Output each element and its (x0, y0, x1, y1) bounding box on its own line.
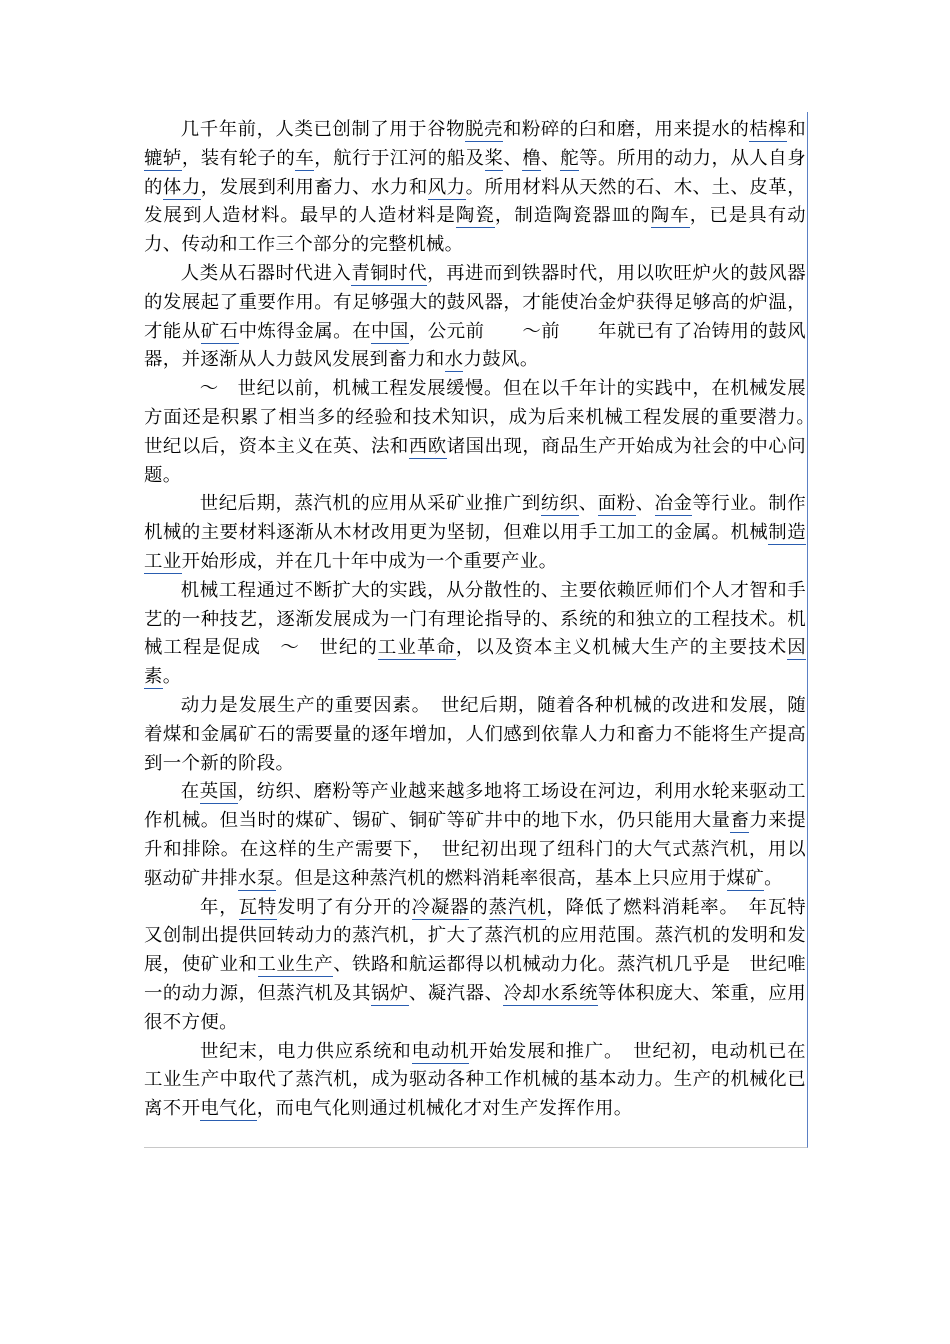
text-run: 、 (635, 493, 655, 515)
hyperlink[interactable]: 工业生产 (257, 954, 334, 976)
text-run: ，公元前 ～前 年就已有了冶铸用的鼓风器，并逐渐从人力鼓风发展到畜力和 (144, 320, 806, 371)
text-run: ～ 世纪以前，机械工程发展缓慢。但在以千年计的实践中，在机械发展方面还是积累了相当多的经验和技术知识，成为后来机械工程发展的重要潜力。 世纪以后，资本主义在英、法和 (144, 378, 825, 457)
hyperlink[interactable]: 车 (295, 147, 315, 169)
hyperlink[interactable]: 中国 (371, 320, 409, 342)
paragraph-6 (144, 692, 806, 778)
text-run: 力来提升和排除。在这样的生产需要下， 世纪初出现了纽科门的大气式蒸汽机，用以驱动矿井排 (144, 810, 807, 889)
hyperlink[interactable]: 英国 (199, 781, 238, 803)
text-run: 。所用材料从天然的石、木、土、皮革，发展到人造材料。最早的人造材料是 (144, 176, 806, 227)
hyperlink[interactable]: 冶金 (654, 493, 693, 515)
hyperlink[interactable]: 工业革命 (377, 637, 456, 659)
hyperlink[interactable]: 电气化 (200, 1098, 257, 1120)
text-run: ，装有轮子的 (181, 147, 296, 169)
hyperlink[interactable]: 辘轳 (144, 147, 182, 169)
text-run: 和 (787, 119, 806, 140)
text-run: 发明了有分开的 (277, 896, 412, 918)
hyperlink[interactable]: 煤矿 (726, 867, 765, 889)
text-run: 力鼓风。 (463, 349, 539, 371)
text-run: 世纪后期，蒸汽机的应用从采矿业推广到 (180, 493, 541, 515)
hyperlink[interactable]: 因素 (144, 637, 806, 688)
hyperlink[interactable]: 橹 (522, 147, 542, 169)
text-run: 人类从石器时代进入 (180, 262, 352, 284)
text-run: 。但是这种蒸汽机的燃料消耗率很高，基本上只应用于 (275, 867, 727, 889)
paragraph-1 (144, 116, 806, 260)
paragraph-4 (144, 490, 806, 576)
text-run: 年， (180, 896, 239, 918)
hyperlink[interactable]: 桨 (484, 147, 504, 169)
text-run: ，发展到利用畜力、水力和 (200, 176, 428, 198)
text-run: 。 (764, 867, 783, 889)
text-run: 诸国出现，商品生产开始成为社会的中心问题。 (144, 435, 806, 486)
hyperlink[interactable]: 舵 (560, 147, 580, 169)
hyperlink[interactable]: 畜 (730, 810, 750, 832)
text-run: 开始发展和推广。 世纪初，电动机已在工业生产中取代了蒸汽机，成为驱动各种工作机械的基本动力。生产的机械化已离不开 (144, 1040, 806, 1120)
hyperlink[interactable]: 陶瓷 (455, 205, 495, 227)
text-run: 开始形成，并在几十年中成为一个重要产业。 (181, 550, 558, 572)
text-run: 几千年前，人类已创制了用于谷物 (180, 119, 466, 140)
hyperlink[interactable]: 西欧 (408, 435, 447, 457)
hyperlink[interactable]: 矿石 (200, 320, 239, 342)
text-run: 在 (180, 781, 200, 803)
text-run: 、铁路和航运都得以机械动力化。蒸汽机几乎是 世纪唯一的动力源，但蒸汽机及其 (144, 954, 806, 1004)
text-run: ，航行于江河的船及 (314, 147, 485, 169)
text-run: 等体积庞大、笨重，应用很不方便。 (144, 982, 806, 1033)
paragraph-9 (144, 1038, 806, 1124)
hyperlink[interactable]: 面粉 (597, 493, 636, 515)
text-run: ，降低了燃料消耗率。 年瓦特又创制出提供回转动力的蒸汽机，扩大了蒸汽机的应用范围。蒸汽机的发明和发展，使矿业和 (144, 896, 807, 976)
hyperlink[interactable]: 桔槔 (749, 119, 788, 140)
text-run: 机械工程通过不断扩大的实践，从分散性的、主要依赖匠师们个人才智和手艺的一种技艺，逐渐发展成为一门有理论指导的、系统的和独立的工程技术。机械工程是促成 ～ 世纪的 (144, 579, 806, 659)
text-run: 的 (469, 896, 489, 918)
text-run: ，已是具有动力、传动和工作三个部分的完整机械。 (144, 205, 806, 256)
text-run: ，制造陶瓷器皿的 (494, 205, 651, 227)
hyperlink[interactable]: 纺织 (540, 493, 579, 515)
text-run: 。 (162, 666, 182, 688)
paragraph-7 (144, 778, 806, 893)
text-run: 世纪末，电力供应系统和 (180, 1040, 412, 1062)
text-run: 中炼得金属。在 (238, 320, 372, 342)
hyperlink[interactable]: 脱壳 (465, 119, 503, 140)
paragraph-3 (144, 375, 825, 490)
paragraph-8 (144, 894, 806, 1038)
hyperlink[interactable]: 水泵 (237, 867, 276, 889)
text-run: 、 (541, 147, 561, 169)
text-run: 等行业。制作机械的主要材料逐渐从木材改用更为坚韧，但难以用手工加工的金属。机械 (144, 493, 806, 544)
text-run: 和粉碎的臼和磨，用来提水的 (502, 119, 750, 140)
hyperlink[interactable]: 风力 (427, 176, 466, 198)
hyperlink[interactable]: 锅炉 (371, 982, 409, 1004)
hyperlink[interactable]: 水 (444, 349, 464, 371)
hyperlink[interactable]: 制造工业 (144, 522, 806, 572)
hyperlink[interactable]: 青铜时代 (351, 262, 428, 284)
hyperlink[interactable]: 冷凝器 (411, 896, 470, 918)
text-run: ，以及资本主义机械大生产的主要技术 (455, 637, 788, 659)
document-page (144, 112, 825, 1148)
hyperlink[interactable]: 冷却水系统 (503, 982, 599, 1004)
paragraph-5 (144, 577, 806, 692)
hyperlink[interactable]: 体力 (162, 176, 201, 198)
paragraph-2 (144, 260, 806, 375)
text-run: 、凝汽器、 (408, 982, 504, 1004)
hyperlink[interactable]: 蒸汽机 (488, 896, 547, 918)
hyperlink[interactable]: 瓦特 (238, 896, 277, 918)
text-run: 、 (578, 493, 598, 515)
text-run: 等。所用的动力，从人自身的 (144, 147, 806, 198)
document-body (144, 116, 825, 1124)
hyperlink[interactable]: 电动机 (411, 1040, 470, 1062)
text-run: ，再进而到铁器时代，用以吹旺炉火的鼓风器的发展起了重要作用。有足够强大的鼓风器，才能使冶金炉获得足够高的炉温，才能从 (144, 262, 806, 342)
text-run: ，而电气化则通过机械化才对生产发挥作用。 (256, 1098, 633, 1120)
hyperlink[interactable]: 陶车 (650, 205, 690, 227)
text-run: 、 (503, 147, 523, 169)
text-run: ，纺织、磨粉等产业越来越多地将工场设在河边，利用水轮来驱动工作机械。但当时的煤矿、锡矿、铜矿等矿井中的地下水，仍只能用大量 (144, 781, 806, 832)
text-run: 动力是发展生产的重要因素。 世纪后期，随着各种机械的改进和发展，随着煤和金属矿石的需要量的逐年增加，人们感到依靠人力和畜力不能将生产提高到一个新的阶段。 (144, 694, 806, 774)
